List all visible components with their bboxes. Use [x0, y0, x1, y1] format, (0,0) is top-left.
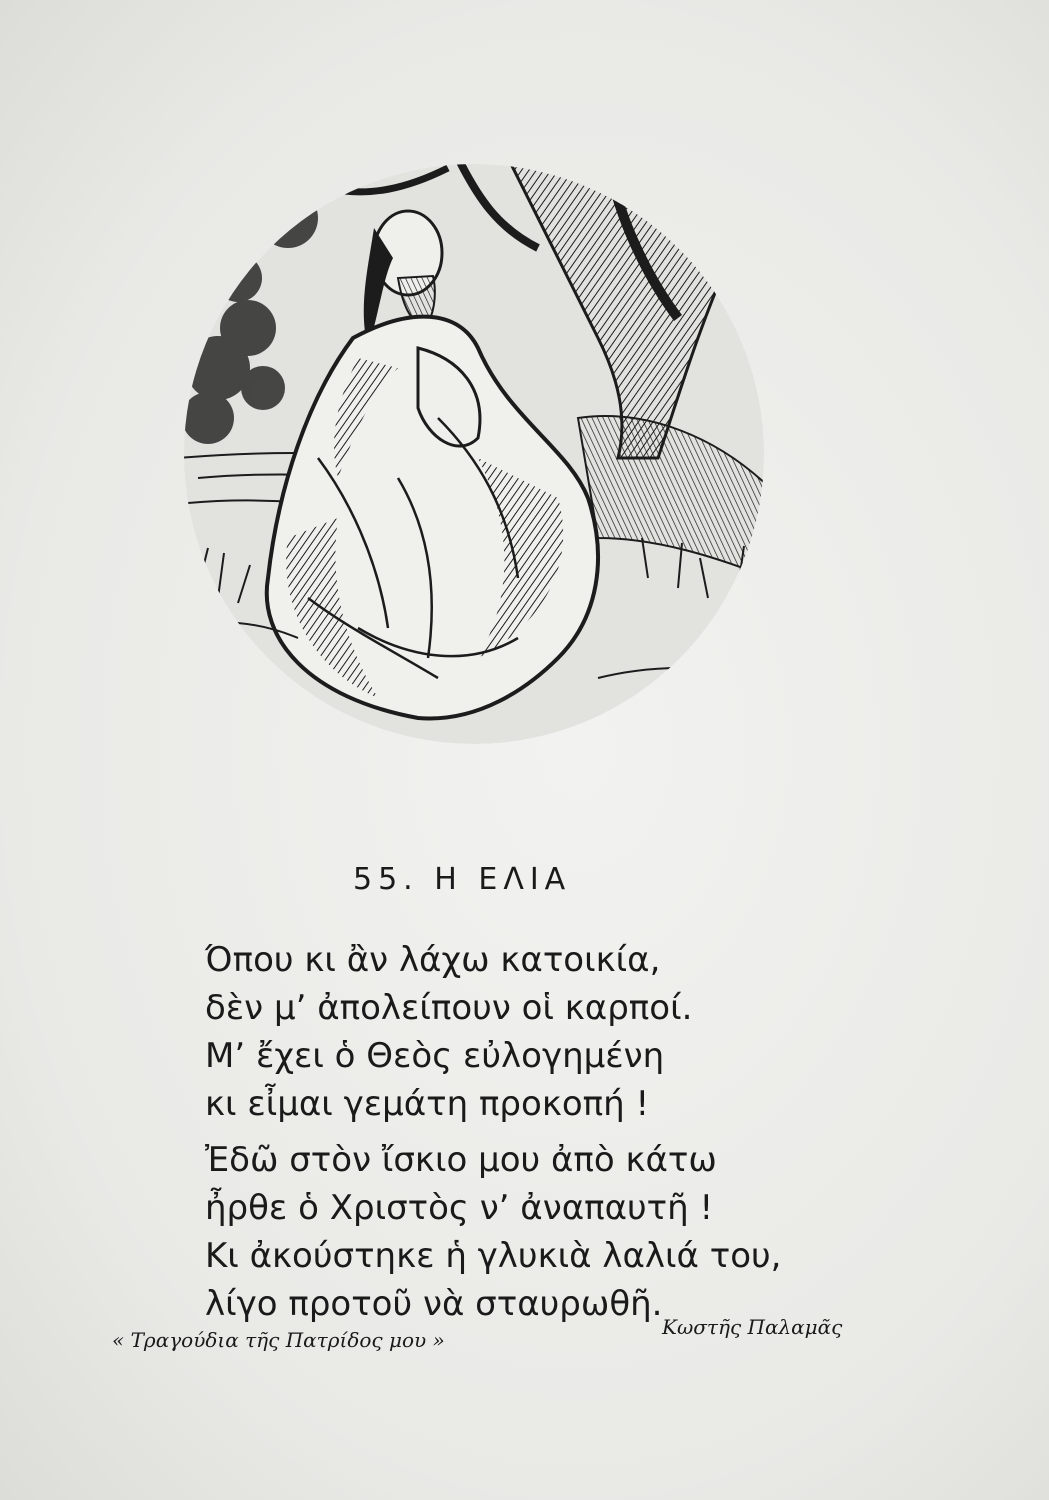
verse-line: λίγο προτοῦ νὰ σταυρωθῆ. — [205, 1284, 663, 1324]
verse-line: δὲν μ’ ἀπολείπουν οἱ καρποί. — [205, 988, 693, 1028]
verse-line: κι εἶμαι γεμάτη προκοπή ! — [205, 1084, 650, 1124]
poem-number: 55. — [353, 862, 419, 897]
stanza-1 — [205, 936, 692, 1128]
poem-title-text: Η ΕΛΙΑ — [434, 862, 572, 897]
author-name: Κωστῆς Παλαμᾶς — [662, 1315, 843, 1339]
source-citation: « Τραγούδια τῆς Πατρίδος μου » — [112, 1328, 445, 1352]
verse-line: Όπου κι ἂν λάχω κατοικία, — [205, 940, 661, 980]
engraving-illustration — [178, 158, 770, 750]
verse-line: Ἐδῶ στὸν ἴσκιο μου ἀπὸ κάτω — [205, 1140, 717, 1180]
verse-line: ἦρθε ὁ Χριστὸς ν’ ἀναπαυτῆ ! — [205, 1188, 714, 1228]
verse-line: Μ’ ἔχει ὁ Θεὸς εὐλογημένη — [205, 1036, 665, 1076]
verse-line: Κι ἀκούστηκε ἡ γλυκιὰ λαλιά του, — [205, 1236, 782, 1276]
stanza-2 — [205, 1136, 782, 1328]
poem-title — [353, 862, 571, 897]
